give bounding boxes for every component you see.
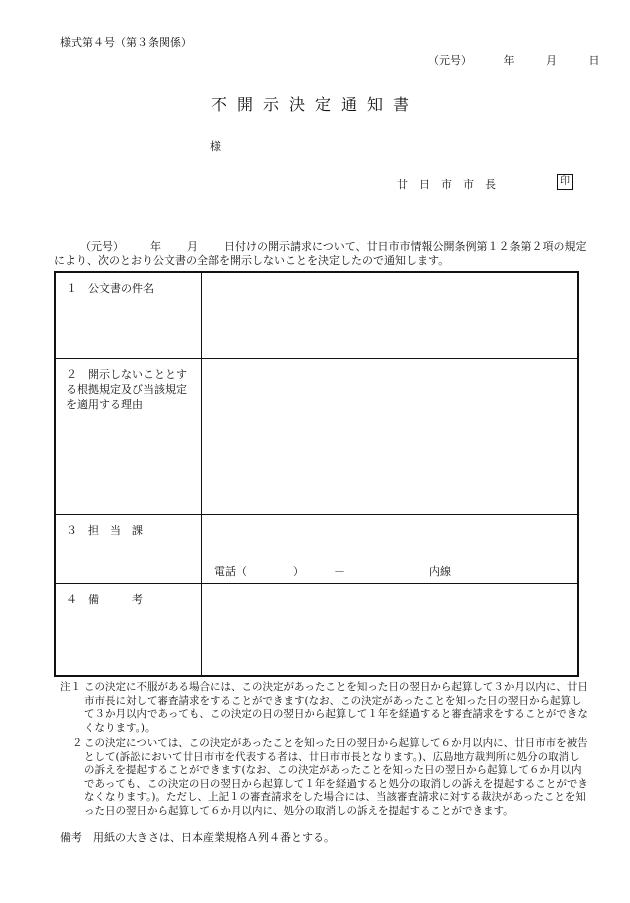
notice-form-table	[54, 271, 579, 677]
seal-mark: 印	[557, 174, 573, 190]
label-remarks: ４ 備 考	[56, 584, 202, 675]
table-row-remarks	[56, 584, 577, 675]
date-day: 日	[588, 54, 600, 67]
notes	[60, 681, 590, 818]
form-number: 様式第４号（第３条関係）	[60, 36, 192, 49]
note-text: この決定に不服がある場合には、この決定があったことを知った日の翌日から起算して３か月以内に、廿日市市長に対して審査請求をすることができます(なお、この決定があったことを知った日の翌日から起算して３か月以内であっても、この決定の日の翌日から起算して１年を経過すると審査請求をすることができなくなります。)。	[84, 681, 588, 734]
value-nondisclosure-reason[interactable]	[202, 359, 577, 514]
value-remarks[interactable]	[202, 584, 577, 675]
label-department: ３ 担 当 課	[56, 515, 202, 583]
date-month: 月	[546, 54, 557, 67]
table-row-department	[56, 515, 577, 584]
date-line	[428, 52, 600, 68]
body-month: 月	[187, 240, 198, 253]
note-text: この決定については、この決定があったことを知った日の翌日から起算して６か月以内に、廿日市市を被告として(訴訟において廿日市市を代表する者は、廿日市市長となります。)、広島地方裁判所に処分の取消しの訴えを提起することができます(なお、この決定があったことを知った日の翌日から起算して６か月以内であっても、この決定の日の翌日から起算して１年を経過すると処分の取消しの訴えを提起することができなくなります。)。ただし、上記１の審査請求をした場合には、当該審査請求に対する裁決があったことを知った日の翌日から起算して６か月以内に、処分の取消しの訴えを提起することができます。	[84, 737, 588, 817]
note-number: ２	[72, 737, 83, 749]
body-text: 日付けの開示請求について、廿日市市情報公開条例第１２条第２項の規定により、次のとおり公文書の全部を開示しないことを決定したので通知します。	[54, 240, 587, 267]
phone-prefix: 電話（	[214, 565, 247, 578]
note-item	[60, 737, 590, 818]
phone-line	[214, 563, 451, 579]
phone-close: ）	[293, 565, 304, 578]
table-row-subject	[56, 273, 577, 359]
document-title: 不開示決定通知書	[210, 95, 419, 114]
label-nondisclosure-reason: ２ 開示しないこととする根拠規定及び当該規定を適用する理由	[56, 359, 202, 514]
recipient-suffix: 様	[210, 140, 221, 153]
body-era: （元号）	[80, 240, 124, 253]
label-document-subject: １ 公文書の件名	[56, 273, 202, 358]
note-item	[60, 681, 590, 735]
notice-body	[54, 240, 588, 268]
phone-dash: －	[334, 565, 345, 578]
date-era: （元号）	[428, 54, 472, 67]
note-number: 注１	[60, 681, 81, 693]
value-document-subject[interactable]	[202, 273, 577, 358]
table-row-reason	[56, 359, 577, 515]
issuer-name: 廿日市市長	[397, 178, 507, 191]
value-department[interactable]	[202, 515, 577, 583]
date-year: 年	[503, 54, 515, 67]
body-year: 年	[150, 240, 161, 253]
paper-size-remark: 備考 用紙の大きさは、日本産業規格Ａ列４番とする。	[60, 831, 335, 844]
phone-extension: 内線	[429, 565, 451, 578]
